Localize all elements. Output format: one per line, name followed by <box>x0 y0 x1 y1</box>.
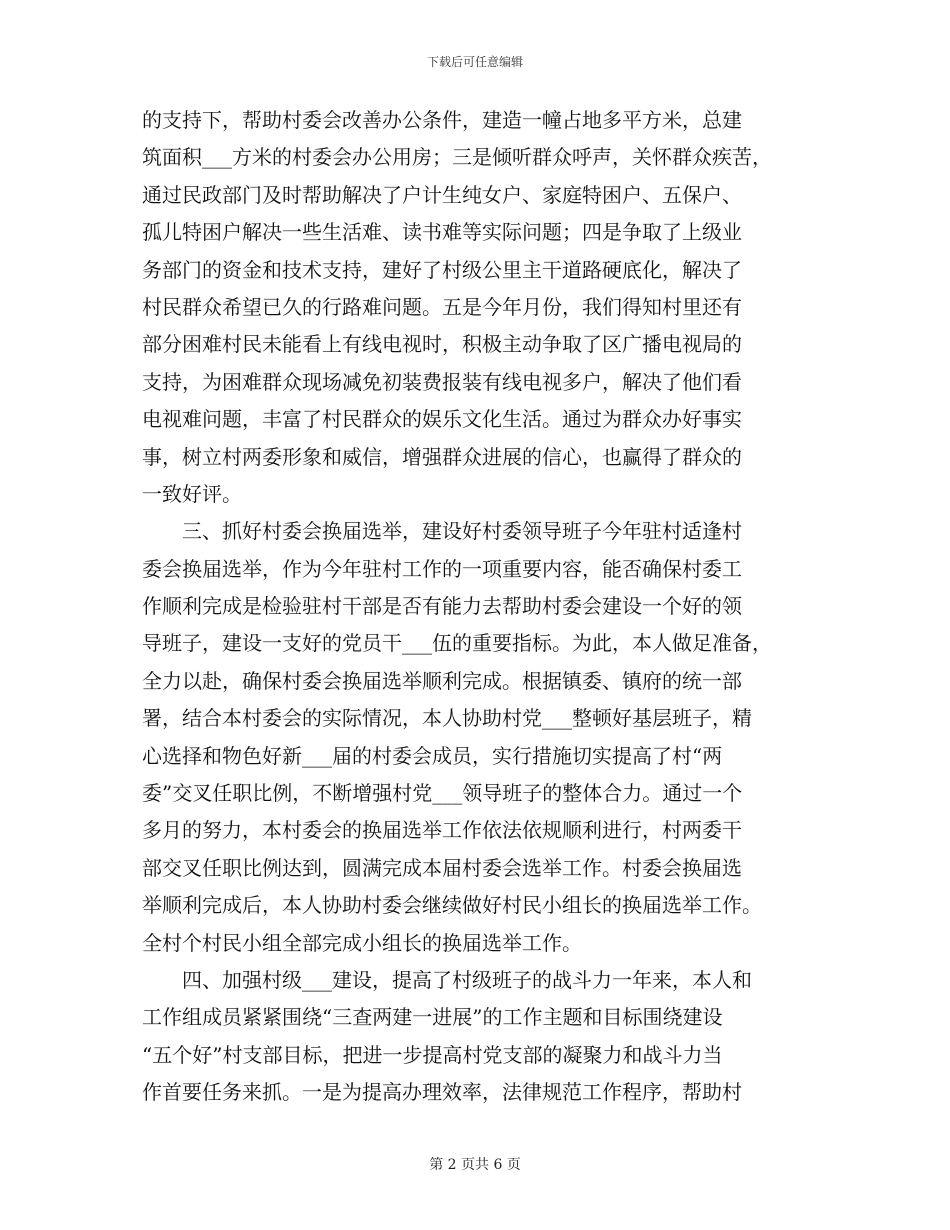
text-line: 导班子，建设一支好的党员干___伍的重要指标。为此，本人做足准备， <box>142 631 772 656</box>
text-line: 工作组成员紧紧围绕“三查两建一进展”的工作主题和目标围绕建设 <box>142 1005 723 1030</box>
text-line: 心选择和物色好新___届的村委会成员，实行措施切实提高了村“两 <box>142 743 723 768</box>
text-line: 三、抓好村委会换届选举，建设好村委领导班子今年驻村适逢村 <box>142 519 742 544</box>
text-line: 孤儿特困户解决一些生活难、读书难等实际问题；四是争取了上级业 <box>142 220 742 245</box>
text-line: 支持，为困难群众现场减免初装费报装有线电视多户，解决了他们看 <box>142 369 742 394</box>
text-line: 事，树立村两委形象和威信，增强群众进展的信心，也赢得了群众的 <box>142 444 742 469</box>
text-line: 委会换届选举，作为今年驻村工作的一项重要内容，能否确保村委工 <box>142 556 742 581</box>
text-line: 举顺利完成后，本人协助村委会继续做好村民小组长的换届选举工作。 <box>142 893 762 918</box>
text-line: 部交叉任职比例达到，圆满完成本届村委会选举工作。村委会换届选 <box>142 855 742 880</box>
text-line: 的支持下，帮助村委会改善办公条件，建造一幢占地多平方米，总建 <box>142 108 742 132</box>
document-body <box>142 102 812 1112</box>
text-line: 筑面积___方米的村委会办公用房；三是倾听群众呼声，关怀群众疾苦， <box>142 145 772 170</box>
page-header: 下载后可任意编辑 <box>426 55 523 69</box>
text-line: 村民群众希望已久的行路难问题。五是今年月份，我们得知村里还有 <box>142 294 742 319</box>
text-line: 全力以赴，确保村委会换届选举顺利完成。根据镇委、镇府的统一部 <box>142 668 742 693</box>
text-line: 通过民政部门及时帮助解决了户计生纯女户、家庭特困户、五保户、 <box>142 182 742 207</box>
page-footer: 第 2 页共 6 页 <box>429 1157 521 1173</box>
text-line: 电视难问题，丰富了村民群众的娱乐文化生活。通过为群众办好事实 <box>142 407 742 432</box>
text-line: 全村个村民小组全部完成小组长的换届选举工作。 <box>142 930 582 955</box>
text-line: “五个好”村支部目标，把进一步提高村党支部的凝聚力和战斗力当 <box>142 1042 723 1067</box>
text-line: 作首要任务来抓。一是为提高办理效率，法律规范工作程序，帮助村 <box>142 1080 742 1105</box>
text-line: 作顺利完成是检验驻村干部是否有能力去帮助村委会建设一个好的领 <box>142 594 742 619</box>
text-line: 四、加强村级___建设，提高了村级班子的战斗力一年来，本人和 <box>142 967 752 992</box>
text-line: 委”交叉任职比例，不断增强村党___领导班子的整体合力。通过一个 <box>142 781 743 806</box>
text-line: 一致好评。 <box>142 481 242 506</box>
text-line: 多月的努力，本村委会的换届选举工作依法依规顺利进行，村两委干 <box>142 818 742 843</box>
text-line: 部分困难村民未能看上有线电视时，积极主动争取了区广播电视局的 <box>142 332 742 357</box>
text-line: 务部门的资金和技术支持，建好了村级公里主干道路硬底化，解决了 <box>142 257 742 282</box>
text-line: 署，结合本村委会的实际情况，本人协助村党___整顿好基层班子，精 <box>142 706 752 731</box>
